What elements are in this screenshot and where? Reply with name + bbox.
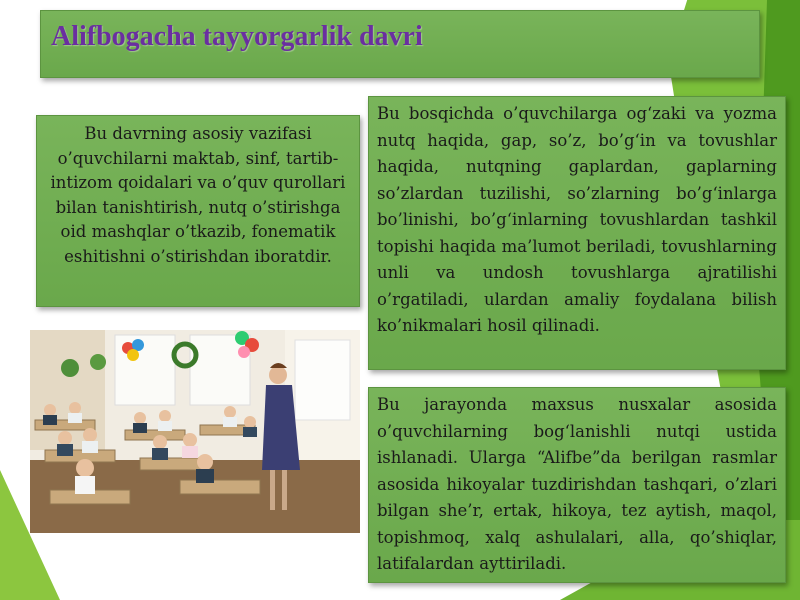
classroom-illustration: [30, 330, 360, 533]
right-bottom-text-box: [368, 387, 786, 583]
slide-title: Alifbogacha tayyorgarlik davri: [51, 21, 423, 52]
right-bottom-paragraph: Bu jarayonda maxsus nusxalar asosida o’quvchilarning bog‘lanishli nutqi ustida ishlanadi. Ularga “Alifbe”da berilgan rasmlar asosida hikoyalar tuzdirishdan tashqari, o’zlari bilgan she’r, ertak, hikoya, tez aytish, maqol, topishmoq, xalq ashulalari, alla, qo’shiqlar, latifalardan ayttiriladi.: [377, 395, 777, 573]
title-bar: [40, 10, 760, 78]
left-text-box: [36, 115, 360, 307]
left-paragraph: Bu davrning asosiy vazifasi o’quvchilarni maktab, sinf, tartib-intizom qoidalari va o’quv qurollari bilan tanishtirish, nutq o’stirishga oid mashqlar o’tkazib, fonematik eshitishni o’stirishdan iboratdir.: [50, 124, 346, 266]
classroom-photo: [30, 330, 360, 533]
right-top-text-box: [368, 96, 786, 370]
right-top-paragraph: Bu bosqichda o’quvchilarga og‘zaki va yozma nutq haqida, gap, so’z, bo’g‘in va tovushlar haqida, nutqning gaplardan, gaplarning so’zlardan tuzilishi, so’zlarning bo’g‘inlarga bo’linishi, bo’g‘inlarning tovushlardan tashkil topishi haqida ma’lumot beriladi, tovushlarning unli va undosh tovushlarga ajratilishi o’rgatiladi, ulardan amaliy foydalana bilish ko’nikmalari hosil qilinadi.: [377, 104, 777, 335]
